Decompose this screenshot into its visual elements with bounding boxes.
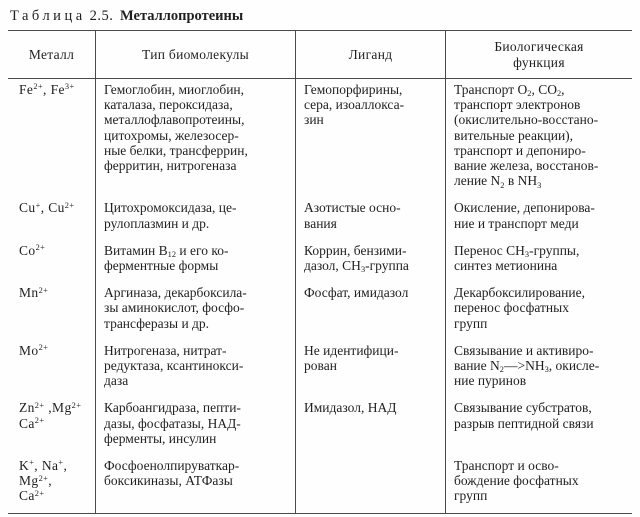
cell-function: Транспорт и осво- бождение фосфатных групп — [445, 455, 632, 513]
caption-number: 2.5. — [89, 8, 114, 24]
table-row-fe — [8, 79, 632, 197]
table-row-k-na-mg-ca — [8, 455, 632, 513]
cell-metal: $Fe^{2+}$, $Fe^{3+}$ — [19, 82, 75, 97]
cell-biomolecule: Фосфоенолпируваткар- боксикиназы, АТФазы — [95, 455, 295, 513]
cell-function: Декарбоксилирование, перенос фосфатных групп — [445, 282, 632, 340]
cell-biomolecule: Карбоангидраза, пепти- дазы, фосфатазы, НАД- ферменты, инсулин — [95, 397, 295, 455]
header-metal: Металл — [8, 31, 95, 79]
cell-metal: $Zn^{2+}$ $,Mg^{2+}$ $Ca^{2+}$ — [19, 400, 82, 431]
cell-metal: K+, Na+, $Mg^{2+}$, $Ca^{2+}$ — [19, 458, 68, 504]
header-ligand: Лиганд — [295, 31, 445, 79]
header-biomolecule: Тип биомолекулы — [95, 31, 295, 79]
cell-biomolecule: Витамин $B_{12}$ и его ко- ферментные формы — [95, 240, 295, 282]
cell-function: Транспорт $O_2$, $CO_2$, транспорт электронов (окислительно-восстано- вительные реакции), транспорт и депониро- вание железа, восстанов- ление $N_2$ в $NH_3$ — [445, 79, 632, 197]
cell-metal: $Mo^{2+}$ — [19, 342, 49, 358]
table-caption — [10, 8, 632, 25]
cell-ligand: Не идентифици- рован — [295, 340, 445, 398]
cell-ligand: Коррин, бензими- дазол, $CH_3$-группа — [295, 240, 445, 282]
cell-biomolecule: Цитохромоксидаза, це- рулоплазмин и др. — [95, 197, 295, 239]
cell-biomolecule: Аргиназа, декарбоксила- зы аминокислот, фосфо- трансферазы и др. — [95, 282, 295, 340]
caption-label: Таблица — [10, 8, 86, 24]
cell-function: Связывание субстратов, разрыв пептидной связи — [445, 397, 632, 455]
table-row-zn-mg-ca — [8, 397, 632, 455]
cell-ligand: Азотистые осно- вания — [295, 197, 445, 239]
table-row-cu — [8, 197, 632, 239]
cell-ligand: Фосфат, имидазол — [295, 282, 445, 340]
cell-function: Окисление, депонирова- ние и транспорт меди — [445, 197, 632, 239]
metalloproteins-table — [8, 30, 632, 514]
table-row-co — [8, 240, 632, 282]
cell-ligand — [295, 455, 445, 513]
cell-function: Перенос $CH_3$-группы, синтез метионина — [445, 240, 632, 282]
cell-ligand: Имидазол, НАД — [295, 397, 445, 455]
table-row-mo — [8, 340, 632, 398]
cell-function: Связывание и активиро- вание $N_2—>NH_3$, окисле- ние пуринов — [445, 340, 632, 398]
cell-ligand: Гемопорфирины, сера, изоаллокса- зин — [295, 79, 445, 197]
table-header-row — [8, 31, 632, 79]
cell-metal: $Mn^{2+}$ — [19, 285, 49, 301]
caption-title: Металлопротеины — [120, 8, 244, 24]
cell-biomolecule: Нитрогеназа, нитрат- редуктаза, ксантинокси- даза — [95, 340, 295, 398]
header-function: Биологическая функция — [445, 31, 632, 79]
cell-metal: $Co^{2+}$ — [19, 242, 46, 258]
table-row-mn — [8, 282, 632, 340]
cell-biomolecule: Гемоглобин, миоглобин, каталаза, пероксидаза, металлофлавопротеины, цитохромы, железосер- ные белки, трансферрин, ферритин, нитрогеназа — [95, 79, 295, 197]
cell-metal: Cu+, $Cu^{2+}$ — [19, 200, 75, 216]
